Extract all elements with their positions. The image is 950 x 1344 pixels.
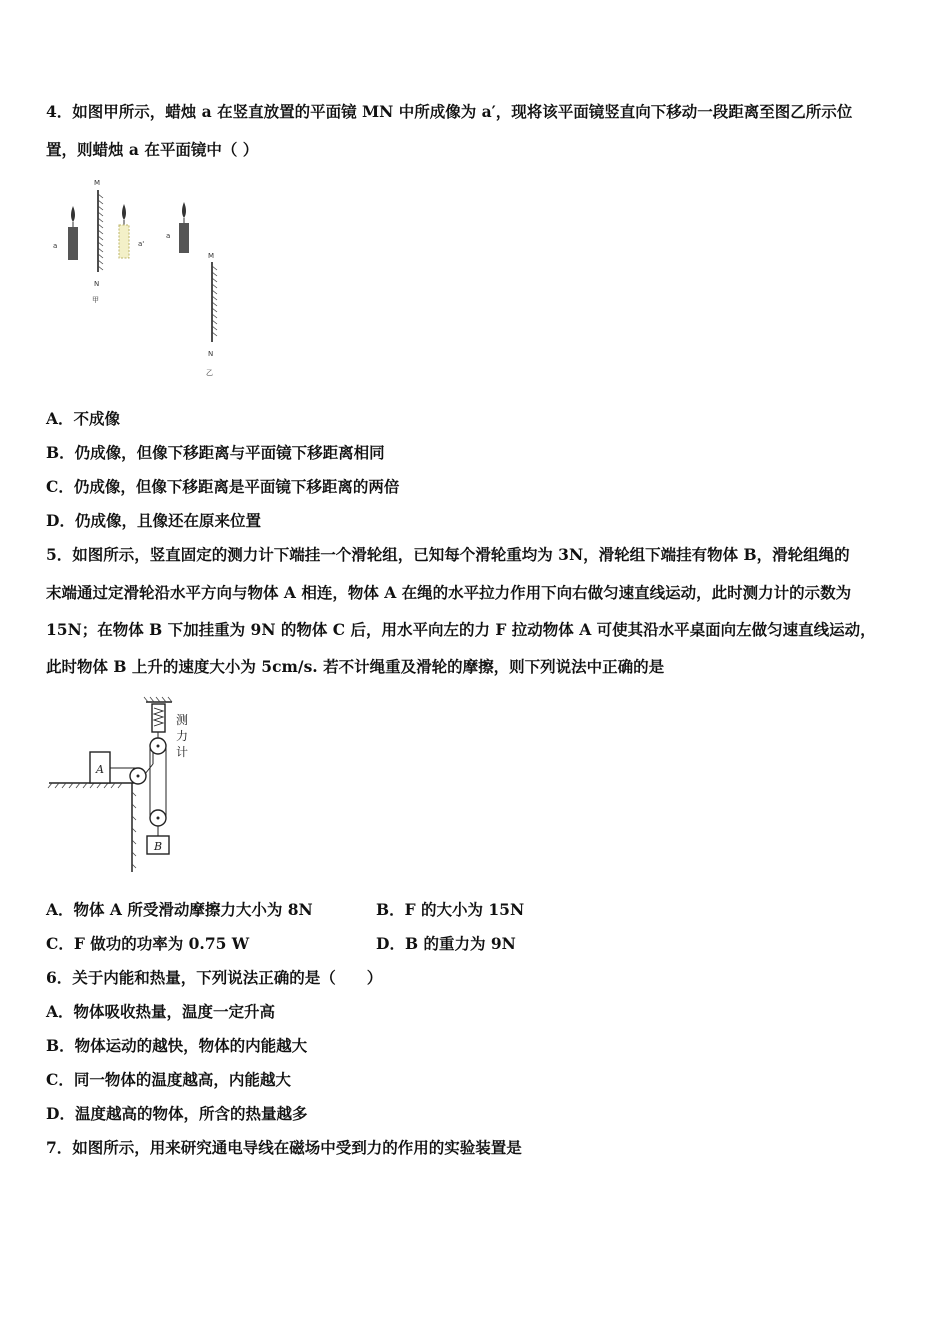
q4-right-caption: 乙 [206,369,213,377]
q4-figure-right-panel [166,202,217,377]
q5-option-a[interactable]: A．物体 A 所受滑动摩擦力大小为 8N [46,900,313,919]
q4-right-object-label: a [166,232,171,240]
q4-option-c[interactable]: C．仍成像，但像下移距离是平面镜下移距离的两倍 [46,477,400,496]
q5-stem-line-2: 末端通过定滑轮沿水平方向与物体 A 相连，物体 A 在绳的水平拉力作用下向右做匀速直线运动，此时测力计的示数为 [46,583,852,602]
q5-option-c[interactable]: C．F 做功的功率为 0.75 W [46,934,250,953]
q4-option-a[interactable]: A．不成像 [46,409,121,428]
q5-meter-label-2: 力 [176,729,189,743]
q5-stem-line-4: 此时物体 B 上升的速度大小为 5cm/s. 若不计绳重及滑轮的摩擦，则下列说法中正确的是 [46,657,665,676]
q4-figure-left-panel [53,179,144,304]
q6-option-c[interactable]: C．同一物体的温度越高，内能越大 [46,1070,291,1089]
q4-option-d[interactable]: D．仍成像，且像还在原来位置 [46,511,261,530]
q5-stem-line-3: 15N；在物体 B 下加挂重为 9N 的物体 C 后，用水平向左的力 F 拉动物体 A 可使其沿水平桌面向左做匀速直线运动， [46,620,876,639]
q4-figure [46,176,246,381]
q4-left-caption: 甲 [92,296,99,304]
q4-right-mirror-label-m: M [208,252,215,260]
q4-left-image-label: a' [138,240,145,248]
q5-option-b[interactable]: B．F 的大小为 15N [376,900,525,919]
q5-block-a-label: A [96,763,104,776]
q7-stem: 7．如图所示，用来研究通电导线在磁场中受到力的作用的实验装置是 [46,1138,522,1157]
q4-stem-line-2: 置，则蜡烛 a 在平面镜中（ ） [46,140,259,159]
q5-stem-line-1: 5．如图所示，竖直固定的测力计下端挂一个滑轮组，已知每个滑轮重均为 3N，滑轮组下端挂有物体 B，滑轮组绳的 [46,545,850,564]
q5-figure [46,694,216,879]
q6-option-a[interactable]: A．物体吸收热量，温度一定升高 [46,1002,276,1021]
q6-option-d[interactable]: D．温度越高的物体，所含的热量越多 [46,1104,308,1123]
q5-block-b-label: B [154,840,163,853]
q4-right-mirror-label-n: N [208,350,214,358]
q6-option-b[interactable]: B．物体运动的越快，物体的内能越大 [46,1036,308,1055]
q6-stem: 6．关于内能和热量，下列说法正确的是（ ） [46,968,383,987]
q4-option-b[interactable]: B．仍成像，但像下移距离与平面镜下移距离相同 [46,443,385,462]
q5-option-d[interactable]: D．B 的重力为 9N [376,934,516,953]
q4-left-object-label: a [53,242,58,250]
q4-left-mirror-label-n: N [94,280,100,288]
q5-meter-label-1: 测 [176,713,189,727]
q4-stem-line-1: 4．如图甲所示，蜡烛 a 在竖直放置的平面镜 MN 中所成像为 a′，现将该平面镜竖直向下移动一段距离至图乙所示位 [46,102,853,121]
q5-meter-label-3: 计 [176,745,189,759]
q4-left-mirror-label-m: M [94,179,101,187]
